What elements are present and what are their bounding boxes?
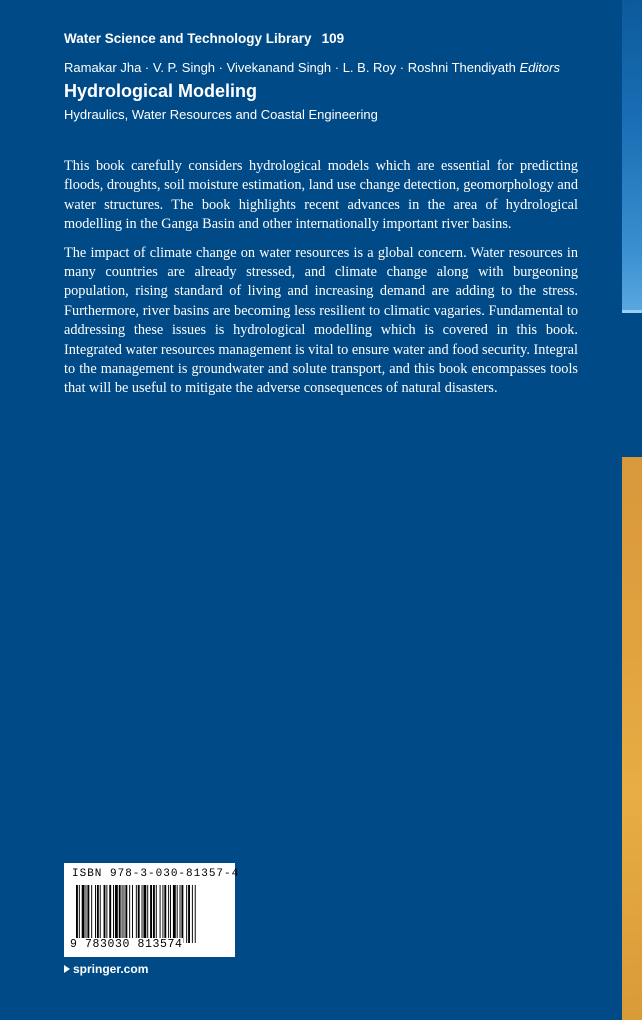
isbn-barcode [64, 863, 240, 957]
series-name: Water Science and Technology Library [64, 31, 312, 46]
isbn-number: ISBN 978-3-030-81357-4 [72, 868, 240, 880]
editors-role: Editors [519, 60, 560, 75]
book-title: Hydrological Modeling [64, 81, 258, 101]
spine-orange-strip [622, 457, 642, 1020]
ean-digits: 9 783030 813574 [70, 938, 183, 951]
barcode-bars-icon [72, 885, 227, 945]
description-paragraph: This book carefully considers hydrological models which are essential for predicting floods, droughts, soil moisture estimation, land use change detection, geomorphology and water structures. The book highlights recent advances in the area of hydrological modelling in the Ganga Basin and other internationally important river basins. [64, 158, 578, 233]
book-subtitle: Hydraulics, Water Resources and Coastal Engineering [64, 107, 378, 122]
publisher-link[interactable] [64, 962, 148, 976]
description-paragraph: The impact of climate change on water resources is a global concern. Water resources in many countries are already stressed, and climate change along with burgeoning population, rising standard of living and increasing demand are adding to the stress. Furthermore, river basins are becoming less resilient to climatic vagaries. Fundamental to addressing these issues is hydrological modelling which is covered in this book. Integrated water resources management is vital to ensure water and food security. Integral to the management is groundwater and solute transport, and this book encompasses tools that will be useful to mitigate the adverse consequences of natural disasters. [64, 244, 578, 397]
editor-names: Ramakar Jha · V. P. Singh · Vivekanand Singh · L. B. Roy · Roshni Thendiyath [64, 60, 516, 75]
spine-divider-line [622, 310, 642, 313]
series-line [64, 31, 344, 46]
spine-blue-strip [622, 0, 642, 312]
editors-line [64, 60, 560, 75]
book-description [64, 157, 578, 408]
series-volume: 109 [321, 31, 345, 46]
arrow-right-icon [64, 965, 70, 973]
publisher-url: springer.com [73, 962, 149, 976]
